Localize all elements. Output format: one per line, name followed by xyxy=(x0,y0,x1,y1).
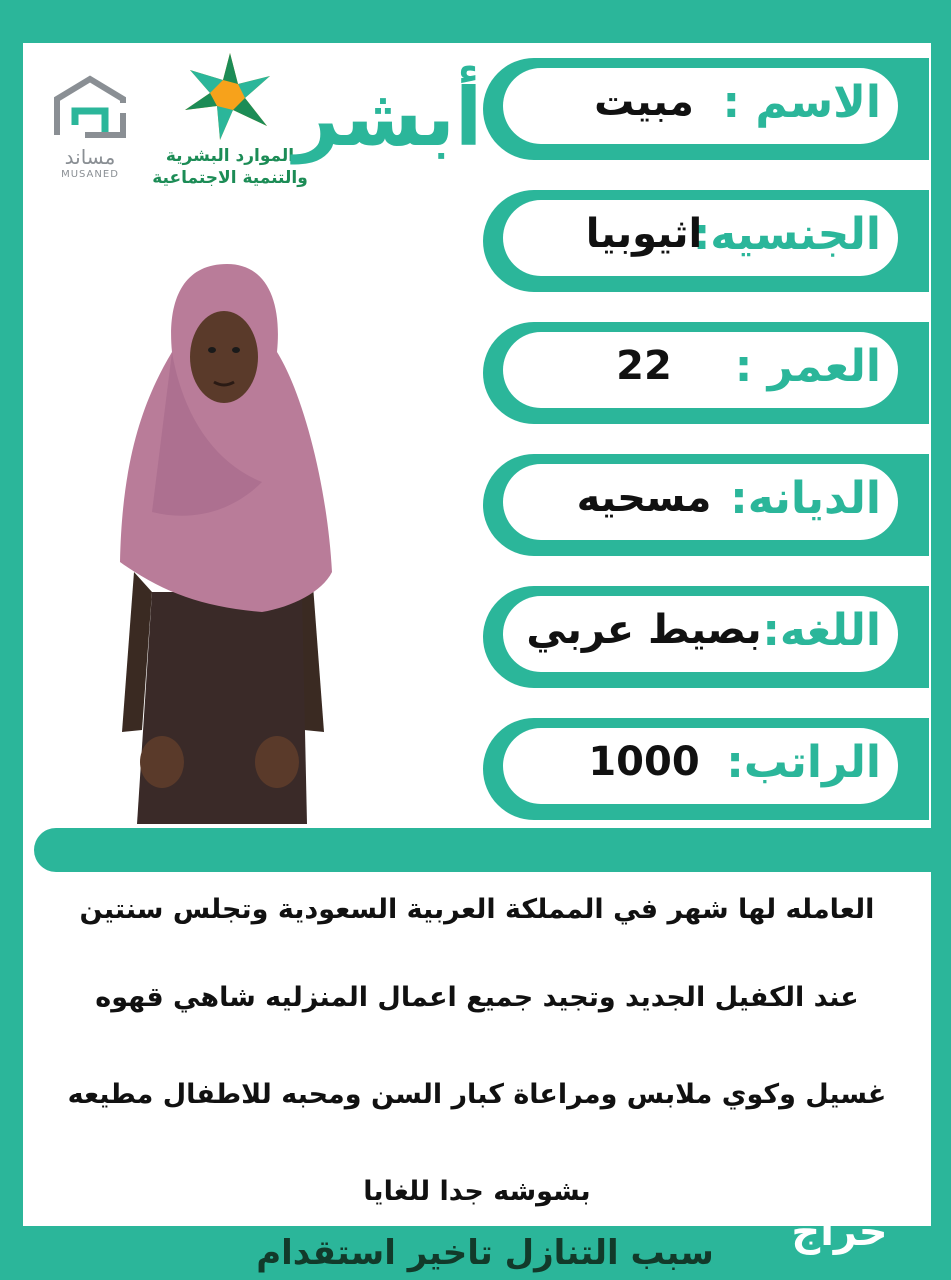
field-language xyxy=(483,586,929,688)
description-line: غسيل وكوي ملابس ومراعاة كبار السن ومحبه للاطفال مطيعه xyxy=(67,1079,887,1110)
field-language-label: اللغه: xyxy=(762,604,881,656)
field-nationality xyxy=(483,190,929,292)
absher-logo: أبشر xyxy=(293,70,483,164)
hrsd-logo xyxy=(150,48,310,193)
field-name-value: مبيت xyxy=(594,79,694,125)
field-age-label: العمر : xyxy=(734,340,881,392)
field-nationality-label: الجنسيه: xyxy=(692,208,881,260)
haraj-watermark: حراج xyxy=(791,1209,888,1255)
field-religion xyxy=(483,454,929,556)
field-nationality-value: اثيوبيا xyxy=(585,211,703,257)
field-name xyxy=(483,58,929,160)
description-line: العامله لها شهر في المملكة العربية السعودية وتجلس سنتين xyxy=(79,894,875,925)
description-line: عند الكفيل الجديد وتجيد جميع اعمال المنزليه شاهي قهوه xyxy=(95,982,859,1013)
field-language-value: بصيط عربي xyxy=(526,607,762,653)
musaned-house-icon xyxy=(45,75,135,145)
field-salary-label: الراتب: xyxy=(726,736,881,788)
field-name-label: الاسم : xyxy=(722,76,881,128)
field-age-value: 22 xyxy=(616,343,672,389)
field-religion-value: مسحيه xyxy=(576,475,712,521)
hrsd-star-icon xyxy=(175,48,285,143)
musaned-en-text: MUSANED xyxy=(61,169,119,180)
field-salary xyxy=(483,718,929,820)
field-age xyxy=(483,322,929,424)
description-line: بشوشه جدا للغايا xyxy=(363,1176,591,1207)
description xyxy=(23,872,931,1226)
hrsd-line1: الموارد البشرية xyxy=(165,146,295,166)
musaned-ar-text: مساند xyxy=(64,145,116,169)
field-salary-value: 1000 xyxy=(588,739,700,785)
musaned-logo xyxy=(45,75,135,185)
divider-bar xyxy=(34,828,931,872)
worker-photo xyxy=(112,262,342,824)
waiver-reason: سبب التنازل تاخير استقدام xyxy=(256,1233,714,1273)
hrsd-line2: والتنمية الاجتماعية xyxy=(152,168,308,188)
field-religion-label: الديانه: xyxy=(730,472,881,524)
